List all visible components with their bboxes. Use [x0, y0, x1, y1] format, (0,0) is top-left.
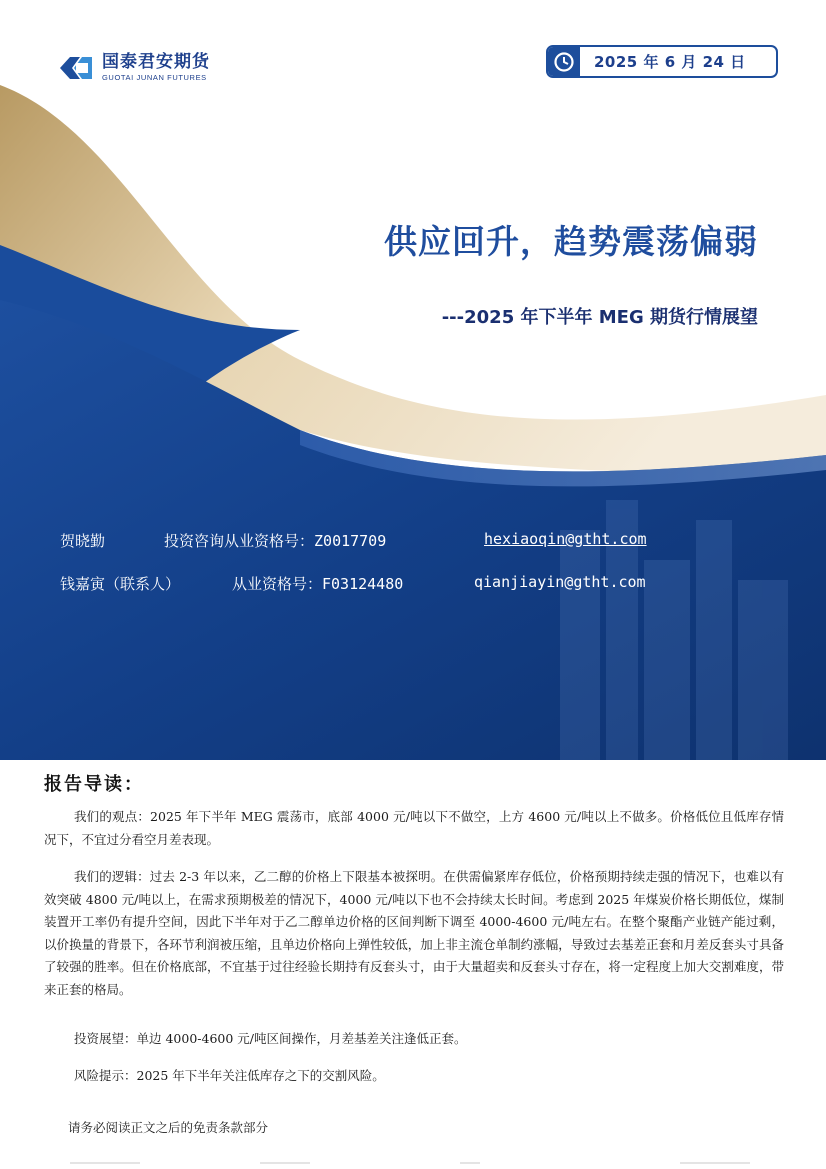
- author-email-link[interactable]: hexiaoqin@gtht.com: [484, 530, 647, 548]
- author-email: qianjiayin@gtht.com: [474, 573, 646, 591]
- disclaimer-note: 请务必阅读正文之后的免责条款部分: [68, 1120, 269, 1135]
- report-subtitle: ---2025 年下半年 MEG 期货行情展望: [441, 307, 758, 328]
- report-date: 2025 年 6 月 24 日: [594, 53, 746, 71]
- guide-paragraph: 我们的观点：2025 年下半年 MEG 震荡市，底部 4000 元/吨以下不做空，上方 4600 元/吨以上不做多。价格低位且低库存情况下，不宜过分看空月差表现。: [44, 809, 784, 847]
- report-title: 供应回升，趋势震荡偏弱: [384, 222, 758, 261]
- author-qualification: 投资咨询从业资格号：Z0017709: [164, 532, 387, 550]
- guide-heading: 报告导读：: [44, 774, 144, 795]
- guide-paragraph: 风险提示：2025 年下半年关注低库存之下的交割风险。: [74, 1068, 385, 1083]
- author-qualification: 从业资格号：F03124480: [232, 575, 404, 593]
- company-logo: [58, 54, 210, 82]
- author-name: 贺晓勤: [60, 532, 106, 550]
- report-date-box: [546, 45, 778, 78]
- footer-divider-marks: [60, 1160, 760, 1166]
- company-name-cn: 国泰君安期货: [102, 52, 210, 73]
- author-name: 钱嘉寅（联系人）: [60, 575, 181, 593]
- company-name-en: GUOTAI JUNAN FUTURES: [102, 73, 207, 83]
- clock-icon: [548, 45, 580, 78]
- guide-paragraph: 我们的逻辑：过去 2-3 年以来，乙二醇的价格上下限基本被探明。在供需偏紧库存低位，价格预期持续走强的情况下，也难以有效突破 4800 元/吨以上，在需求预期极差的情况下，4000 元/吨以下也不会持续太长时间。考虑到 2025 年煤炭价格长期低位，煤制装置开工率仍有提升空间，因此下半年对于乙二醇单边价格的区间判断下调至 4000-4600 元/吨左右。在整个聚酯产业链产能过剩，以价换量的背景下，各环节利润被压缩，且单边价格向上弹性较低，加上非主流仓单制约涨幅，导致过去基差正套和月差反套头寸具备了较强的胜率。但在价格底部，不宜基于过往经验长期持有反套头寸，由于大量超卖和反套头寸存在，将一定程度上加大交割难度，带来正套的格局。: [44, 869, 784, 997]
- logo-mark-icon: [58, 54, 94, 82]
- guide-paragraph: 投资展望：单边 4000-4600 元/吨区间操作，月差基差关注逢低正套。: [74, 1031, 467, 1046]
